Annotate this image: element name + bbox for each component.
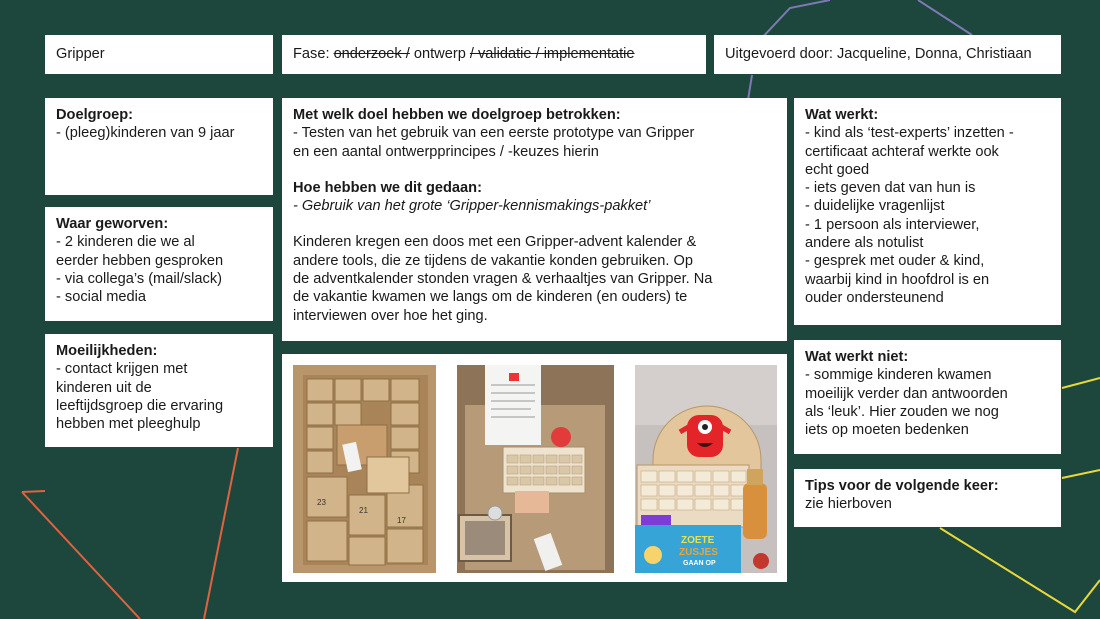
phase-label: Fase: [293,46,330,62]
difficulties-line: leeftijdsgroep die ervaring [56,397,224,414]
target-group-line: - (pleeg)kinderen van 9 jaar [56,125,235,142]
not-works-title: Wat werkt niet: [805,349,909,365]
goal-body-line: de adventkalender stonden vragen & verhaaltjes van Gripper. Na [293,271,713,288]
photo-monster-calendar [635,365,777,573]
target-group-title: Doelgroep: [56,107,134,123]
phase-card [282,35,706,74]
not-works-card [794,340,1061,454]
goal-body-line: Kinderen kregen een doos met een Gripper-advent kalender & [293,234,697,251]
recruited-line: eerder hebben gesproken [56,252,224,269]
phase-current: ontwerp [413,46,466,62]
monster-calendar-image [635,365,777,573]
goal-line: en een aantal ontwerpprincipes / -keuzes hierin [293,143,599,160]
recruited-line: - 2 kinderen die we al [56,234,195,251]
not-works-line: iets op moeten bedenken [805,422,969,439]
goal-line: - Testen van het gebruik van een eerste prototype van Gripper [293,125,695,142]
orange-triangle [204,448,238,619]
purple-line-2 [918,0,972,35]
recruited-card [45,207,273,321]
book-title-1: ZOETE [681,535,715,546]
tips-title: Tips voor de volgende keer: [805,478,999,494]
works-line: ouder ondersteunend [805,289,944,306]
recruited-line: - via collega’s (mail/slack) [56,270,222,287]
recruited-title: Waar geworven: [56,216,169,232]
works-line: - iets geven dat van hun is [805,180,976,197]
how-italic: - Gebruik van het grote ‘Gripper-kennismakings-pakket’ [293,198,651,215]
photo-advent-boxes [293,365,436,573]
box-number: 23 [317,498,326,507]
purple-line [760,0,830,40]
how-title: Hoe hebben we dit gedaan: [293,179,482,196]
works-line: andere als notulist [805,235,924,252]
not-works-line: moeilijk verder dan antwoorden [805,385,1008,402]
photos-card [282,354,787,582]
works-title: Wat werkt: [805,107,879,123]
project-name: Gripper [56,46,105,62]
box-number: 21 [359,506,368,515]
works-line: - gesprek met ouder & kind, [805,253,985,270]
book-title-2: ZUSJES [679,547,718,558]
goal-body-line: de vakantie kwamen we langs om de kinderen (en ouders) te [293,289,688,306]
yellow-line-2 [940,528,1100,612]
tips-card [794,469,1061,527]
executed-by: Uitgevoerd door: Jacqueline, Donna, Christiaan [725,46,1032,62]
difficulties-title: Moeilijkheden: [56,343,158,359]
difficulties-line: hebben met pleeghulp [56,416,201,433]
recruited-line: - social media [56,289,147,306]
goal-title: Met welk doel hebben we doelgroep betrokken: [293,107,621,123]
goal-body-line: interviewen over hoe het ging. [293,307,488,324]
works-line: certificaat achteraf werkte ook [805,143,999,160]
book-title-3: GAAN OP [683,560,716,567]
tips-line: zie hierboven [805,496,892,513]
phase-struck-research: onderzoek / [333,46,410,62]
works-line: - kind als ‘test-experts’ inzetten - [805,125,1014,142]
photo-gripper-package [457,365,614,573]
yellow-line [1062,378,1100,388]
works-line: - 1 persoon als interviewer, [805,216,980,233]
difficulties-line: kinderen uit de [56,379,152,396]
difficulties-line: - contact krijgen met [56,361,188,378]
executed-by-card [714,35,1061,74]
purple-line-3 [748,75,752,100]
goal-card [282,98,787,341]
not-works-line: als ‘leuk’. Hier zouden we nog [805,403,999,420]
goal-body-line: andere tools, die ze tijdens de vakantie konden gebruiken. Op [293,252,693,269]
phase-struck-rest: / validatie / implementatie [469,46,635,62]
advent-boxes-image [293,365,436,573]
target-group-card [45,98,273,195]
works-card [794,98,1061,325]
yellow-line-3 [1062,470,1100,478]
works-line: - duidelijke vragenlijst [805,198,945,215]
package-image [457,365,614,573]
box-number: 17 [397,516,406,525]
works-line: waarbij kind in hoofdrol is en [805,271,990,288]
works-line: echt goed [805,161,870,178]
orange-triangle-2 [22,491,45,492]
project-name-card [45,35,273,74]
orange-triangle-3 [22,492,140,619]
difficulties-card [45,334,273,447]
not-works-line: - sommige kinderen kwamen [805,367,992,384]
